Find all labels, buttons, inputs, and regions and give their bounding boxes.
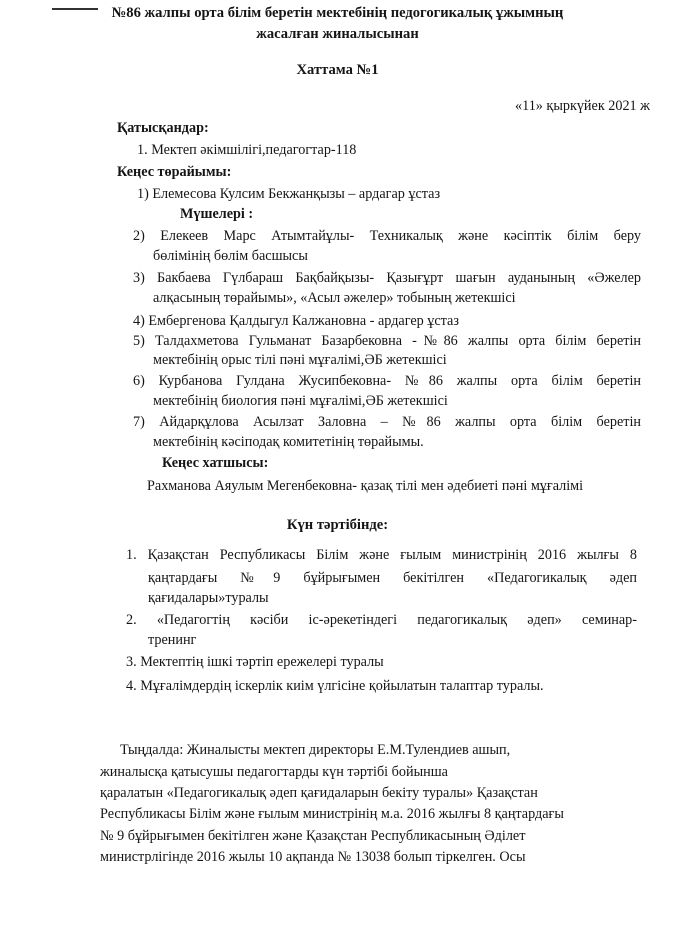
agenda-line: тренинг	[148, 632, 197, 648]
member-line: мектебінің кәсіподақ комитетінің төрайымы.	[153, 434, 424, 450]
member-line: 2) Елекеев Марс Атымтайұлы- Техникалық және кәсіптік білім беру	[133, 228, 641, 244]
member-line: бөлімінің бөлім басшысы	[153, 248, 308, 264]
listened-line: жиналысқа қатысушы педагогтарды күн тәртібі бойынша	[100, 764, 448, 780]
council-chair-heading: Кеңес төрайымы:	[117, 164, 232, 180]
secretary-heading: Кеңес хатшысы:	[162, 455, 269, 471]
agenda-line: 1. Қазақстан Республикасы Білім және ғылым министрінің 2016 жылғы 8	[126, 547, 637, 563]
secretary-item: Рахманова Аяулым Мегенбековна- қазақ тілі мен әдебиеті пәні мұғалімі	[147, 478, 584, 494]
agenda-line: қағидалары»туралы	[148, 590, 269, 606]
participants-item: 1. Мектеп әкімшілігі,педагогтар-118	[137, 142, 357, 158]
member-line: 7) Айдарқұлова Асылзат Заловна – №86 жалпы орта білім беретін	[133, 414, 641, 430]
member-line: алқасының төрайымы», «Асыл әжелер» тобының жетекшісі	[153, 290, 516, 306]
member-line: 5) Талдахметова Гульманат Базарбековна -№86 жалпы орта білім беретін	[133, 333, 641, 349]
member-line: мектебінің биология пәні мұғалімі,ӘБ жетекшісі	[153, 393, 448, 409]
listened-line: Тыңдалда: Жиналысты мектеп директоры Е.М.Тулендиев ашып,	[120, 742, 511, 758]
member-line: 3) Бакбаева Гүлбараш Бақбайқызы- Қазығұрт шағын ауданының «Әжелер	[133, 270, 641, 286]
agenda-line: 2. «Педагогтің кәсіби іс-әрекетіндегі педагогикалық әдеп» семинар-	[126, 612, 637, 628]
member-line: мектебінің орыс тілі пәні мұғалімі,ӘБ жетекшісі	[153, 352, 447, 368]
member-line: 4) Ембергенова Қалдыгул Калжановна - ардагер ұстаз	[133, 313, 459, 329]
council-chair-item: 1) Елемесова Кулсим Бекжанқызы – ардагар ұстаз	[137, 186, 441, 202]
participants-heading: Қатысқандар:	[117, 120, 209, 136]
agenda-line: 4. Мұғалімдердің іскерлік киім үлгісіне қойылатын талаптар туралы.	[126, 678, 544, 694]
agenda-line: қаңтардағы №9 бұйрығымен бекітілген «Педагогикалық әдеп	[148, 570, 637, 586]
agenda-heading: Күн тәртібінде:	[286, 517, 389, 533]
members-heading: Мүшелері :	[180, 206, 254, 222]
document-header-line-2: жасалған жиналысынан	[256, 26, 419, 42]
meeting-date: «11» қыркүйек 2021 ж	[515, 98, 650, 114]
agenda-line: 3. Мектептің ішкі тәртіп ережелері туралы	[126, 654, 384, 670]
member-line: 6) Курбанова Гулдана Жусипбековна- №86 жалпы орта білім беретін	[133, 373, 641, 389]
listened-line: № 9 бұйрығымен бекітілген және Қазақстан Республикасының Әділет	[100, 828, 526, 844]
listened-line: министрлігінде 2016 жылы 10 ақпанда № 13038 болып тіркелген. Осы	[100, 849, 526, 865]
protocol-title: Хаттама №1	[296, 62, 379, 78]
listened-line: қаралатын «Педагогикалық әдеп қағидаларын бекіту туралы» Қазақстан	[100, 785, 538, 801]
listened-line: Республикасы Білім және ғылым министрінің м.а. 2016 жылғы 8 қаңтардағы	[100, 806, 564, 822]
document-header-line-1: №86 жалпы орта білім беретін мектебінің педогогикалық ұжымның	[111, 5, 564, 21]
